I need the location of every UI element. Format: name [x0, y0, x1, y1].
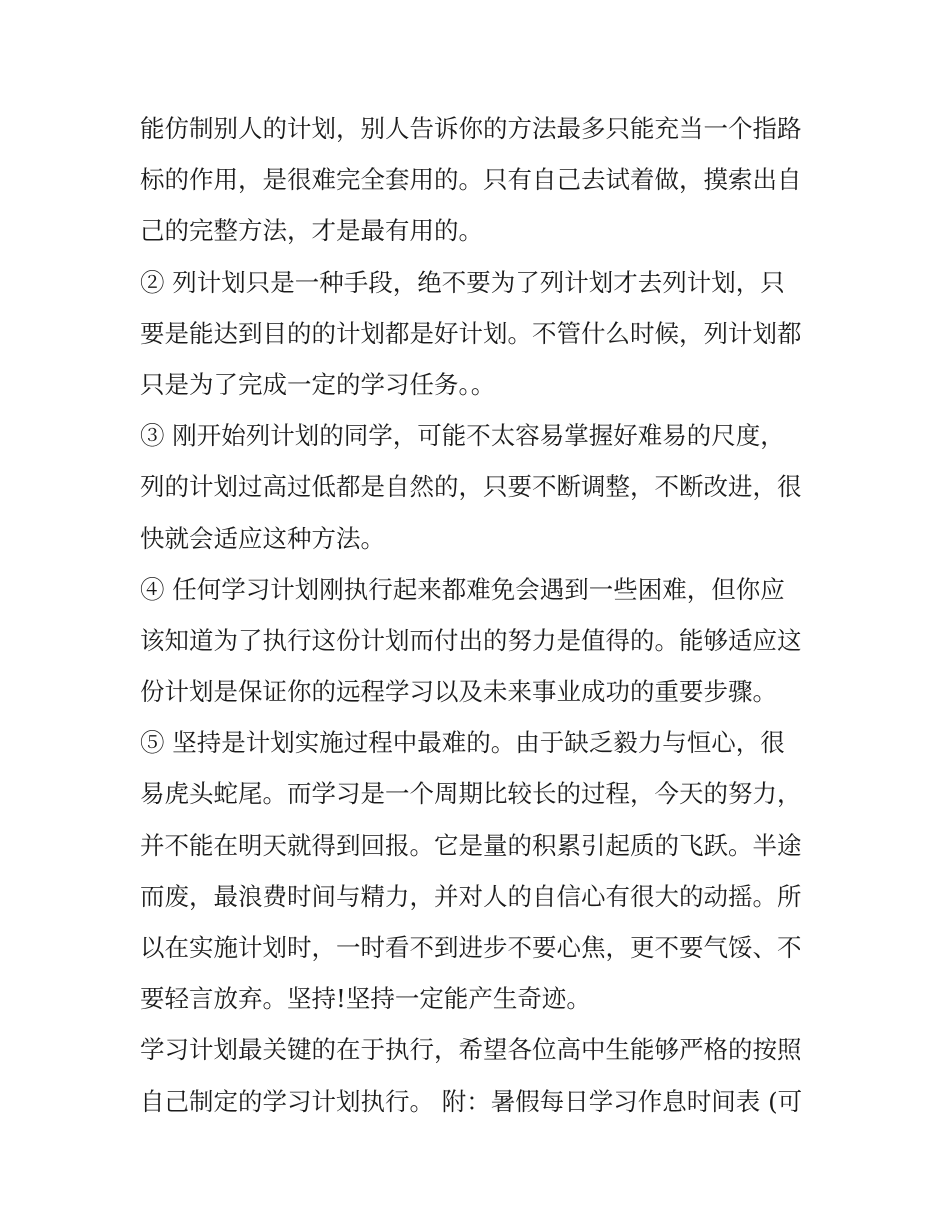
- text-line: 己的完整方法，才是最有用的。: [140, 216, 483, 246]
- text-line: 以在实施计划时，一时看不到进步不要心焦，更不要气馁、不: [140, 933, 802, 962]
- text-line: 学习计划最关键的在于执行，希望各位高中生能够严格的按照: [140, 1035, 802, 1065]
- text-line: 自己制定的学习计划执行。 附：暑假每日学习作息时间表 (可: [140, 1086, 803, 1116]
- text-line: 要轻言放弃。坚持!坚持一定能产生奇迹。: [140, 984, 591, 1014]
- text-line: ③ 刚开始列计划的同学，可能不太容易掌握好难易的尺度，: [140, 421, 785, 451]
- text-line: 易虎头蛇尾。而学习是一个周期比较长的过程，今天的努力，: [140, 779, 802, 809]
- text-line: ⑤ 坚持是计划实施过程中最难的。由于缺乏毅力与恒心，很: [140, 728, 785, 758]
- text-line: 能仿制别人的计划，别人告诉你的方法最多只能充当一个指路: [140, 114, 802, 143]
- text-line: 快就会适应这种方法。: [140, 523, 385, 553]
- text-line: 并不能在明天就得到回报。它是量的积累引起质的飞跃。半途: [140, 830, 802, 860]
- text-line: 要是能达到目的的计划都是好计划。不管什么时候，列计划都: [140, 318, 802, 348]
- text-line: 该知道为了执行这份计划而付出的努力是值得的。能够适应这: [140, 625, 802, 655]
- text-line: ② 列计划只是一种手段，绝不要为了列计划才去列计划，只: [140, 267, 785, 297]
- text-line: 列的计划过高过低都是自然的，只要不断调整，不断改进，很: [140, 472, 802, 502]
- document-body: [140, 103, 830, 1127]
- text-line: 标的作用，是很难完全套用的。只有自己去试着做，摸索出自: [140, 165, 802, 195]
- text-line: ④ 任何学习计划刚执行起来都难免会遇到一些困难，但你应: [140, 574, 785, 604]
- text-line: 只是为了完成一定的学习任务。。: [140, 369, 496, 399]
- text-line: 份计划是保证你的远程学习以及未来事业成功的重要步骤。: [140, 677, 777, 707]
- text-line: 而废，最浪费时间与精力，并对人的自信心有很大的动摇。所: [140, 881, 802, 911]
